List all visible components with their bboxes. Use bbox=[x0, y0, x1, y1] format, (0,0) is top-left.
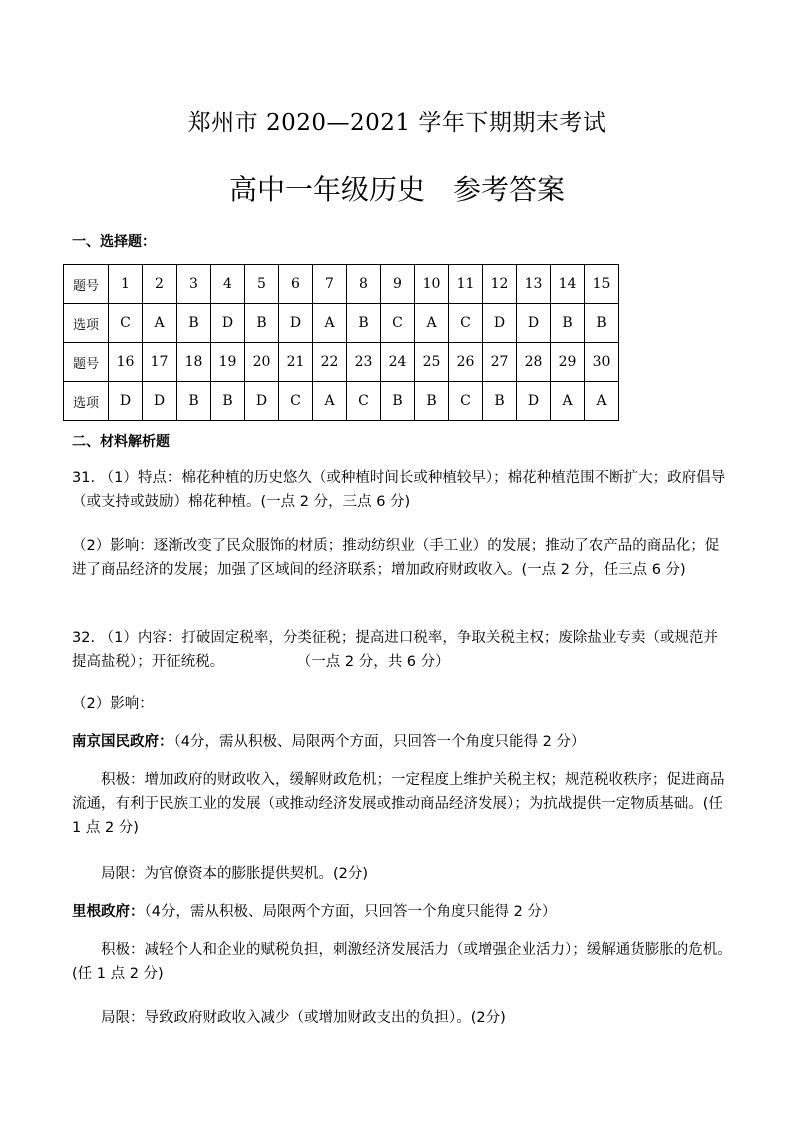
reagan-government-line bbox=[72, 900, 732, 924]
answer-32-part-1: 32. （1）内容：打破固定税率，分类征税；提高进口税率，争取关税主权；废除盐业专卖（或规范并提高盐税）；开征统税。 （一点 2 分，共 6 分） bbox=[72, 630, 718, 670]
table-cell-header: 选项 bbox=[64, 304, 109, 343]
answer-31-part-1: 31. （1）特点：棉花种植的历史悠久（或种植时间长或种植较早）；棉花种植范围不断扩大；政府倡导（或支持或鼓励）棉花种植。(一点 2 分，三点 6 分) bbox=[72, 470, 726, 510]
table-cell: D bbox=[211, 304, 245, 343]
table-cell: C bbox=[109, 304, 143, 343]
table-cell: 6 bbox=[279, 265, 313, 304]
table-cell: 10 bbox=[415, 265, 449, 304]
table-cell: 11 bbox=[449, 265, 483, 304]
table-cell: D bbox=[483, 304, 517, 343]
table-cell: D bbox=[517, 304, 551, 343]
table-cell: 24 bbox=[381, 343, 415, 382]
table-cell: 5 bbox=[245, 265, 279, 304]
reagan-limitations: 局限：导致政府财政收入减少（或增加财政支出的负担）。(2分) bbox=[101, 1010, 506, 1026]
table-cell: B bbox=[381, 382, 415, 421]
table-row bbox=[64, 304, 619, 343]
table-cell: C bbox=[449, 304, 483, 343]
table-cell: 12 bbox=[483, 265, 517, 304]
nanjing-government-note: （4分，需从积极、局限两个方面，只回答一个角度只能得 2 分） bbox=[173, 734, 586, 750]
table-row bbox=[64, 343, 619, 382]
table-cell: 3 bbox=[177, 265, 211, 304]
table-cell: A bbox=[415, 304, 449, 343]
table-cell: B bbox=[177, 304, 211, 343]
table-cell: B bbox=[177, 382, 211, 421]
table-cell: B bbox=[483, 382, 517, 421]
table-cell: D bbox=[517, 382, 551, 421]
nanjing-limitations: 局限：为官僚资本的膨胀提供契机。(2分) bbox=[101, 866, 369, 882]
table-cell: D bbox=[109, 382, 143, 421]
section-heading-multiple-choice: 一、选择题： bbox=[72, 234, 156, 250]
table-row bbox=[64, 382, 619, 421]
table-cell: 26 bbox=[449, 343, 483, 382]
table-cell: D bbox=[143, 382, 177, 421]
table-cell: 27 bbox=[483, 343, 517, 382]
table-row bbox=[64, 265, 619, 304]
table-cell: C bbox=[449, 382, 483, 421]
table-cell: 15 bbox=[585, 265, 619, 304]
table-cell: 25 bbox=[415, 343, 449, 382]
table-cell-header: 题号 bbox=[64, 343, 109, 382]
table-cell: 29 bbox=[551, 343, 585, 382]
table-cell: 9 bbox=[381, 265, 415, 304]
exam-subtitle: 高中一年级历史 参考答案 bbox=[228, 173, 565, 206]
table-cell: 13 bbox=[517, 265, 551, 304]
nanjing-positive-effects: 积极：增加政府的财政收入，缓解财政危机；一定程度上维护关税主权；规范税收秩序；促进商品流通，有利于民族工业的发展（或推动经济发展或推动商品经济发展）；为抗战提供一定物质基础。(任 1 点 2 分) bbox=[72, 772, 725, 836]
table-cell: 2 bbox=[143, 265, 177, 304]
nanjing-government-line bbox=[72, 730, 732, 754]
table-cell: B bbox=[245, 304, 279, 343]
section-heading-material-analysis: 二、材料解析题 bbox=[72, 434, 170, 450]
table-cell: 21 bbox=[279, 343, 313, 382]
table-cell: B bbox=[415, 382, 449, 421]
table-cell: C bbox=[279, 382, 313, 421]
table-cell: 19 bbox=[211, 343, 245, 382]
reagan-government-label: 里根政府： bbox=[72, 904, 145, 920]
table-cell: 18 bbox=[177, 343, 211, 382]
table-cell: 8 bbox=[347, 265, 381, 304]
table-cell: D bbox=[245, 382, 279, 421]
reagan-government-note: （4分，需从积极、局限两个方面，只回答一个角度只能得 2 分） bbox=[144, 904, 557, 920]
answer-table bbox=[63, 264, 619, 421]
table-cell: 22 bbox=[313, 343, 347, 382]
table-cell: B bbox=[585, 304, 619, 343]
table-cell: B bbox=[211, 382, 245, 421]
table-cell: B bbox=[347, 304, 381, 343]
table-cell: A bbox=[313, 382, 347, 421]
nanjing-government-label: 南京国民政府： bbox=[72, 734, 174, 750]
exam-title: 郑州市 2020—2021 学年下期期末考试 bbox=[187, 110, 607, 136]
reagan-positive-effects: 积极：减轻个人和企业的赋税负担，刺激经济发展活力（或增强企业活力）；缓解通货膨胀的危机。(任 1 点 2 分) bbox=[72, 942, 732, 982]
table-cell: 20 bbox=[245, 343, 279, 382]
table-cell: 23 bbox=[347, 343, 381, 382]
table-cell: 16 bbox=[109, 343, 143, 382]
table-cell: A bbox=[143, 304, 177, 343]
table-cell: 28 bbox=[517, 343, 551, 382]
table-cell: 30 bbox=[585, 343, 619, 382]
table-cell: A bbox=[313, 304, 347, 343]
table-cell: 7 bbox=[313, 265, 347, 304]
table-cell: 1 bbox=[109, 265, 143, 304]
table-cell-header: 题号 bbox=[64, 265, 109, 304]
answer-32-part-2-heading: （2）影响： bbox=[72, 696, 154, 712]
table-cell: A bbox=[585, 382, 619, 421]
table-cell: 17 bbox=[143, 343, 177, 382]
table-cell: C bbox=[381, 304, 415, 343]
table-cell-header: 选项 bbox=[64, 382, 109, 421]
table-cell: 4 bbox=[211, 265, 245, 304]
table-cell: C bbox=[347, 382, 381, 421]
table-cell: 14 bbox=[551, 265, 585, 304]
answer-31-part-2: （2）影响：逐渐改变了民众服饰的材质；推动纺织业（手工业）的发展；推动了农产品的商品化；促进了商品经济的发展；加强了区域间的经济联系；增加政府财政收入。(一点 2 分，任三点 6 分) bbox=[72, 538, 720, 578]
table-cell: D bbox=[279, 304, 313, 343]
table-cell: B bbox=[551, 304, 585, 343]
table-cell: A bbox=[551, 382, 585, 421]
